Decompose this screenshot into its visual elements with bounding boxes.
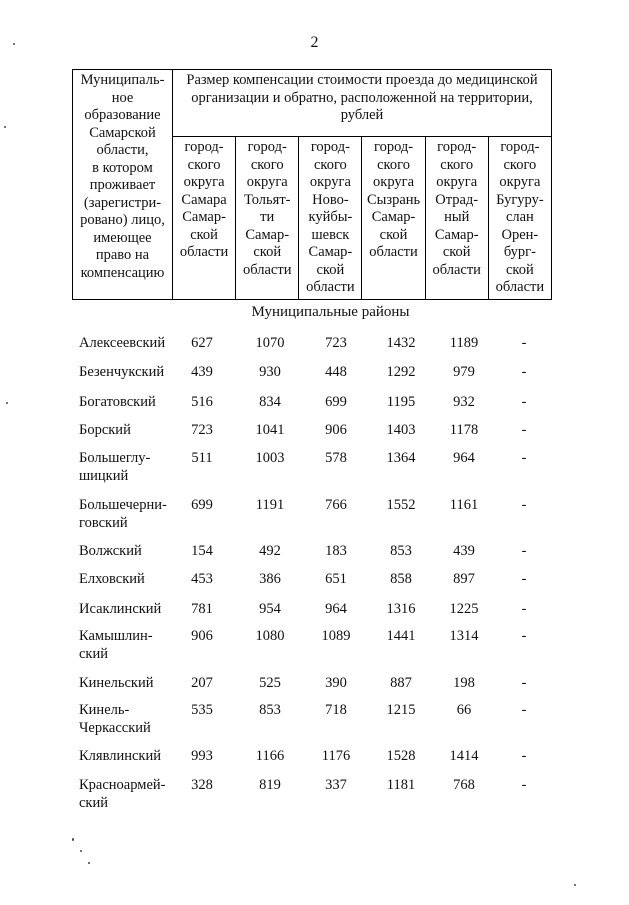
value-otradny: 1161: [449, 497, 479, 513]
header-line: ный: [444, 209, 470, 225]
value-novokuybyshevsk: 718: [325, 702, 347, 718]
header-line: Самарской: [89, 124, 156, 141]
header-line: ского: [187, 156, 221, 173]
district-name-line: шицкий: [79, 468, 129, 484]
district-name-line: Большеглу-: [79, 450, 151, 466]
value-otradny: 897: [453, 571, 475, 587]
district-name-line: Камышлин-: [79, 628, 153, 644]
header-line: Самар-: [182, 209, 226, 225]
district-name-line: Алексеевский: [79, 335, 166, 351]
district-name: [79, 363, 179, 381]
header-line: округа: [436, 174, 478, 190]
header-line: ской: [506, 261, 534, 278]
value-tolyatti: 930: [259, 364, 281, 380]
scan-speck: [574, 884, 576, 886]
header-line: Ново-: [312, 191, 349, 208]
value-otradny: 198: [453, 675, 475, 691]
value-buguruslan: -: [521, 450, 527, 466]
value-samara: 453: [191, 571, 213, 587]
header-line: куйбы-: [308, 209, 353, 225]
header-line: Отрад-: [435, 191, 479, 208]
value-otradny: 1225: [449, 601, 479, 617]
scan-speck: [80, 850, 82, 852]
header-line: в котором: [92, 159, 153, 176]
value-syzran: 1215: [386, 702, 416, 718]
header-line: город-: [500, 139, 540, 155]
value-otradny: 768: [453, 777, 475, 793]
value-syzran: 1441: [386, 628, 416, 644]
header-line: ровано) лицо,: [80, 212, 165, 228]
value-syzran: 858: [390, 571, 412, 587]
value-otradny: 1178: [449, 422, 479, 438]
value-samara: 627: [191, 335, 213, 351]
value-buguruslan: -: [521, 675, 527, 691]
value-novokuybyshevsk: 906: [325, 422, 347, 438]
header-line: ской: [379, 226, 408, 243]
value-buguruslan: -: [521, 628, 527, 644]
header-line: области: [495, 279, 545, 295]
header-line: ской: [253, 244, 282, 260]
value-samara: 535: [191, 702, 213, 718]
value-otradny: 1414: [449, 748, 479, 764]
value-otradny: 979: [453, 364, 475, 380]
district-name-line: Исаклинский: [79, 601, 162, 617]
district-name-line: Богатовский: [79, 394, 156, 410]
column-header-otradny: [425, 137, 488, 300]
column-header-buguruslan: [488, 137, 551, 300]
district-name-line: Большечерни-: [79, 497, 167, 513]
value-samara: 154: [191, 543, 213, 559]
value-samara: 723: [191, 422, 213, 438]
header-line: Самар-: [434, 226, 479, 243]
district-name: [79, 449, 179, 485]
value-novokuybyshevsk: 183: [325, 543, 347, 559]
district-name-line: Елховский: [79, 571, 145, 587]
value-buguruslan: -: [521, 748, 527, 764]
header-line: ской: [190, 226, 218, 243]
district-name-line: Кинель-: [79, 702, 130, 718]
header-line: ского: [503, 156, 537, 173]
header-line: округа: [373, 174, 415, 190]
district-name: [79, 701, 179, 737]
district-name: [79, 570, 179, 588]
value-buguruslan: -: [521, 335, 527, 351]
header-line: Самара: [181, 191, 227, 208]
column-header-samara: [173, 137, 236, 300]
district-name-line: ский: [79, 795, 108, 811]
value-novokuybyshevsk: 699: [325, 394, 347, 410]
table-header: [72, 69, 552, 300]
header-line: округа: [246, 174, 288, 190]
district-name-line: Клявлинский: [79, 748, 161, 764]
scan-speck: [13, 43, 15, 45]
district-name: [79, 627, 179, 663]
header-line: ского: [250, 156, 284, 173]
district-name-line: Безенчукский: [79, 364, 165, 380]
district-name: [79, 747, 179, 765]
value-syzran: 1316: [386, 601, 416, 617]
header-line: округа: [309, 174, 351, 190]
value-samara: 516: [191, 394, 213, 410]
value-samara: 781: [191, 601, 213, 617]
header-line: бург-: [503, 244, 536, 260]
header-line: город-: [184, 139, 224, 155]
value-buguruslan: -: [521, 422, 527, 438]
district-name-line: Борский: [79, 422, 131, 438]
district-name-line: Кинельский: [79, 675, 154, 691]
district-name-line: Красноармей-: [79, 777, 166, 793]
value-novokuybyshevsk: 723: [325, 335, 347, 351]
column-header-tolyatti: [236, 137, 299, 300]
header-line: проживает: [89, 177, 156, 193]
header-line: образование: [84, 107, 161, 123]
value-syzran: 1181: [386, 777, 416, 793]
district-name: [79, 542, 179, 560]
value-syzran: 853: [390, 543, 412, 559]
scan-speck: [6, 402, 8, 404]
value-samara: 993: [191, 748, 213, 764]
value-otradny: 1314: [449, 628, 479, 644]
header-line: области: [242, 261, 292, 278]
header-line: Самар-: [371, 209, 416, 225]
value-tolyatti: 1003: [255, 450, 285, 466]
header-line: Самар-: [245, 226, 290, 243]
header-line: шевск: [311, 226, 350, 243]
header-line: ской: [316, 261, 345, 278]
value-tolyatti: 492: [259, 543, 281, 559]
value-novokuybyshevsk: 651: [325, 571, 347, 587]
district-name: [79, 393, 179, 411]
header-line: ное: [111, 89, 134, 106]
value-tolyatti: 525: [259, 675, 281, 691]
header-line: Муниципаль-: [80, 72, 165, 88]
value-buguruslan: -: [521, 497, 527, 513]
value-syzran: 1292: [386, 364, 416, 380]
header-line: город-: [373, 139, 414, 155]
value-otradny: 66: [456, 702, 472, 718]
value-syzran: 1364: [386, 450, 416, 466]
header-line: (зарегистри-: [83, 194, 162, 211]
header-line: округа: [183, 174, 225, 190]
value-novokuybyshevsk: 964: [325, 601, 347, 617]
header-line: ской: [442, 244, 471, 260]
district-name: [79, 674, 179, 692]
header-line: области: [306, 279, 355, 295]
section-title: Муниципальные районы: [251, 304, 410, 320]
column-header-novokuybyshevsk: [299, 137, 362, 300]
header-line: Тольят-: [243, 191, 291, 208]
header-line: право на: [95, 247, 150, 263]
value-syzran: 1432: [386, 335, 416, 351]
header-line: имеющее: [93, 229, 152, 246]
header-line: Орен-: [501, 226, 539, 243]
value-samara: 439: [191, 364, 213, 380]
compensation-amount-header: [173, 70, 552, 137]
value-novokuybyshevsk: 390: [325, 675, 347, 691]
header-line: ского: [377, 156, 410, 173]
value-novokuybyshevsk: 578: [325, 450, 347, 466]
header-line: город-: [437, 139, 477, 155]
header-line: компенсацию: [80, 264, 165, 281]
value-samara: 207: [191, 675, 213, 691]
header-line: Сызрань: [366, 191, 421, 208]
value-samara: 328: [191, 777, 213, 793]
value-otradny: 439: [453, 543, 475, 559]
header-line: области: [432, 261, 481, 278]
value-syzran: 1528: [386, 748, 416, 764]
value-buguruslan: -: [521, 394, 527, 410]
district-name: [79, 421, 179, 439]
header-line: Самар-: [308, 244, 353, 260]
district-name-line: Волжский: [79, 543, 142, 559]
value-novokuybyshevsk: 1176: [321, 748, 351, 764]
page-number: 2: [310, 34, 319, 51]
value-syzran: 1403: [386, 422, 416, 438]
value-buguruslan: -: [521, 601, 527, 617]
value-buguruslan: -: [521, 571, 527, 587]
value-tolyatti: 1166: [255, 748, 285, 764]
value-novokuybyshevsk: 766: [325, 497, 347, 513]
value-syzran: 1195: [386, 394, 416, 410]
header-line: город-: [310, 139, 350, 155]
district-name-line: говский: [79, 515, 128, 531]
value-syzran: 887: [390, 675, 412, 691]
header-line: рублей: [340, 107, 384, 123]
value-buguruslan: -: [521, 702, 527, 718]
value-novokuybyshevsk: 1089: [321, 628, 351, 644]
header-line: области: [369, 244, 418, 260]
value-samara: 511: [191, 450, 213, 466]
value-buguruslan: -: [521, 543, 527, 559]
header-line: области,: [96, 142, 149, 158]
district-name: [79, 334, 179, 352]
value-otradny: 1189: [449, 335, 479, 351]
value-tolyatti: 1191: [255, 497, 285, 513]
district-name: [79, 600, 179, 618]
value-tolyatti: 954: [259, 601, 281, 617]
header-line: ти: [260, 209, 275, 225]
value-samara: 699: [191, 497, 213, 513]
header-line: ского: [313, 156, 347, 173]
header-line: ского: [440, 156, 474, 173]
value-buguruslan: -: [521, 777, 527, 793]
header-line: Бугуру-: [496, 191, 544, 208]
header-line: слан: [505, 209, 534, 225]
value-samara: 906: [191, 628, 213, 644]
value-otradny: 932: [453, 394, 475, 410]
district-name: [79, 496, 179, 532]
header-line: Размер компенсации стоимости проезда до медицинской: [186, 72, 538, 88]
municipality-column-header: [73, 70, 173, 300]
district-name-line: ский: [79, 646, 108, 662]
value-tolyatti: 386: [259, 571, 281, 587]
value-tolyatti: 819: [259, 777, 281, 793]
header-line: организации и обратно, расположенной на территории,: [191, 89, 533, 106]
value-tolyatti: 1080: [255, 628, 285, 644]
district-name-line: Черкасский: [79, 720, 151, 736]
value-buguruslan: -: [521, 364, 527, 380]
scan-speck: [4, 126, 6, 128]
value-novokuybyshevsk: 337: [325, 777, 347, 793]
value-novokuybyshevsk: 448: [325, 364, 347, 380]
header-line: округа: [499, 174, 541, 190]
header-line: области: [179, 244, 229, 260]
value-syzran: 1552: [386, 497, 416, 513]
value-tolyatti: 1041: [255, 422, 285, 438]
value-tolyatti: 1070: [255, 335, 285, 351]
value-otradny: 964: [453, 450, 475, 466]
header-line: город-: [247, 139, 287, 155]
scan-speck: [72, 838, 74, 841]
value-tolyatti: 853: [259, 702, 281, 718]
scan-speck: [88, 862, 90, 864]
column-header-syzran: [362, 137, 425, 300]
value-tolyatti: 834: [259, 394, 281, 410]
district-name: [79, 776, 179, 812]
